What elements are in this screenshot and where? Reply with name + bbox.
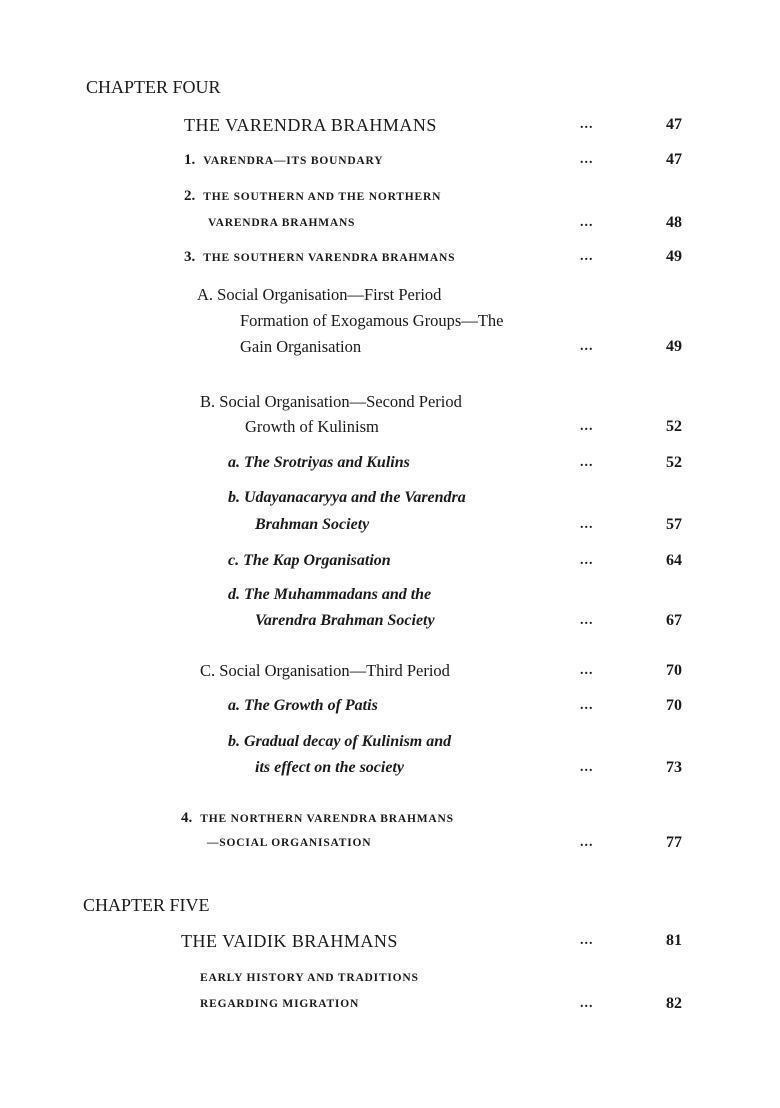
dot-leader: ...: [580, 339, 594, 354]
entry-text: Gain Organisation: [240, 337, 362, 356]
dot-leader: ...: [580, 249, 594, 264]
page-number: 70: [666, 697, 682, 714]
entry-text: The Growth of Patis: [244, 697, 378, 714]
entry-text: its effect on the society: [255, 759, 404, 776]
entry-text: The Srotriyas and Kulins: [244, 454, 410, 471]
entry-number: c.: [228, 552, 240, 569]
page-number: 64: [666, 552, 682, 569]
page-number: 70: [666, 662, 682, 679]
page-number: 67: [666, 612, 682, 629]
dot-leader: ...: [580, 553, 594, 568]
dot-leader: ...: [580, 698, 594, 713]
entry-number: A.: [197, 285, 214, 304]
entry-text: —SOCIAL ORGANISATION: [207, 837, 372, 849]
entry-number: C.: [200, 661, 216, 680]
dot-leader: ...: [580, 152, 594, 167]
page-number: 57: [666, 516, 682, 533]
entry-text: THE SOUTHERN VARENDRA BRAHMANS: [203, 252, 456, 264]
page-number: 73: [666, 759, 682, 776]
dot-leader: ...: [580, 613, 594, 628]
entry-text: The Muhammadans and the: [244, 586, 432, 603]
entry-text: VARENDRA BRAHMANS: [208, 217, 356, 229]
dot-leader: ...: [580, 517, 594, 532]
entry-text: THE NORTHERN VARENDRA BRAHMANS: [200, 813, 454, 825]
chapter-five-label: CHAPTER FIVE: [83, 895, 210, 915]
page-number: 49: [666, 248, 682, 265]
page-number: 81: [666, 932, 682, 949]
dot-leader: ...: [580, 933, 594, 948]
page-number: 77: [666, 834, 682, 851]
entry-number: 2.: [184, 188, 196, 204]
dot-leader: ...: [580, 760, 594, 775]
dot-leader: ...: [580, 835, 594, 850]
entry-number: 4.: [181, 810, 193, 826]
entry-text: Udayanacaryya and the Varendra: [244, 489, 466, 506]
dot-leader: ...: [580, 117, 594, 132]
entry-number: b.: [228, 489, 240, 506]
page-number: 49: [666, 338, 682, 355]
dot-leader: ...: [580, 419, 594, 434]
entry-text: THE SOUTHERN AND THE NORTHERN: [203, 191, 442, 203]
entry-text: Growth of Kulinism: [245, 417, 379, 436]
entry-text: The Kap Organisation: [243, 552, 391, 569]
dot-leader: ...: [580, 663, 594, 678]
entry-text: Formation of Exogamous Groups—The: [240, 311, 504, 330]
entry-text: Social Organisation—First Period: [217, 285, 442, 304]
entry-number: a.: [228, 454, 240, 471]
chapter-four-label: CHAPTER FOUR: [86, 77, 221, 97]
page-number: 48: [666, 214, 682, 231]
page-number: 47: [666, 151, 682, 168]
dot-leader: ...: [580, 996, 594, 1011]
entry-title: THE VARENDRA BRAHMANS: [184, 115, 437, 135]
entry-number: B.: [200, 392, 216, 411]
entry-text: VARENDRA—ITS BOUNDARY: [203, 155, 384, 167]
entry-number: d.: [228, 586, 240, 603]
entry-text: REGARDING MIGRATION: [200, 998, 360, 1010]
page-number: 52: [666, 418, 682, 435]
entry-text: Social Organisation—Second Period: [219, 392, 462, 411]
entry-text: Brahman Society: [255, 516, 370, 533]
page-number: 52: [666, 454, 682, 471]
entry-number: a.: [228, 697, 240, 714]
page-number: 47: [666, 116, 682, 133]
dot-leader: ...: [580, 455, 594, 470]
entry-title: THE VAIDIK BRAHMANS: [181, 931, 398, 951]
entry-text: Varendra Brahman Society: [255, 612, 435, 629]
entry-text: EARLY HISTORY AND TRADITIONS: [200, 972, 419, 984]
entry-text: Social Organisation—Third Period: [219, 661, 450, 680]
entry-text: Gradual decay of Kulinism and: [244, 733, 452, 750]
entry-number: 3.: [184, 249, 196, 265]
entry-number: 1.: [184, 152, 196, 168]
page-number: 82: [666, 995, 682, 1012]
entry-number: b.: [228, 733, 240, 750]
dot-leader: ...: [580, 215, 594, 230]
